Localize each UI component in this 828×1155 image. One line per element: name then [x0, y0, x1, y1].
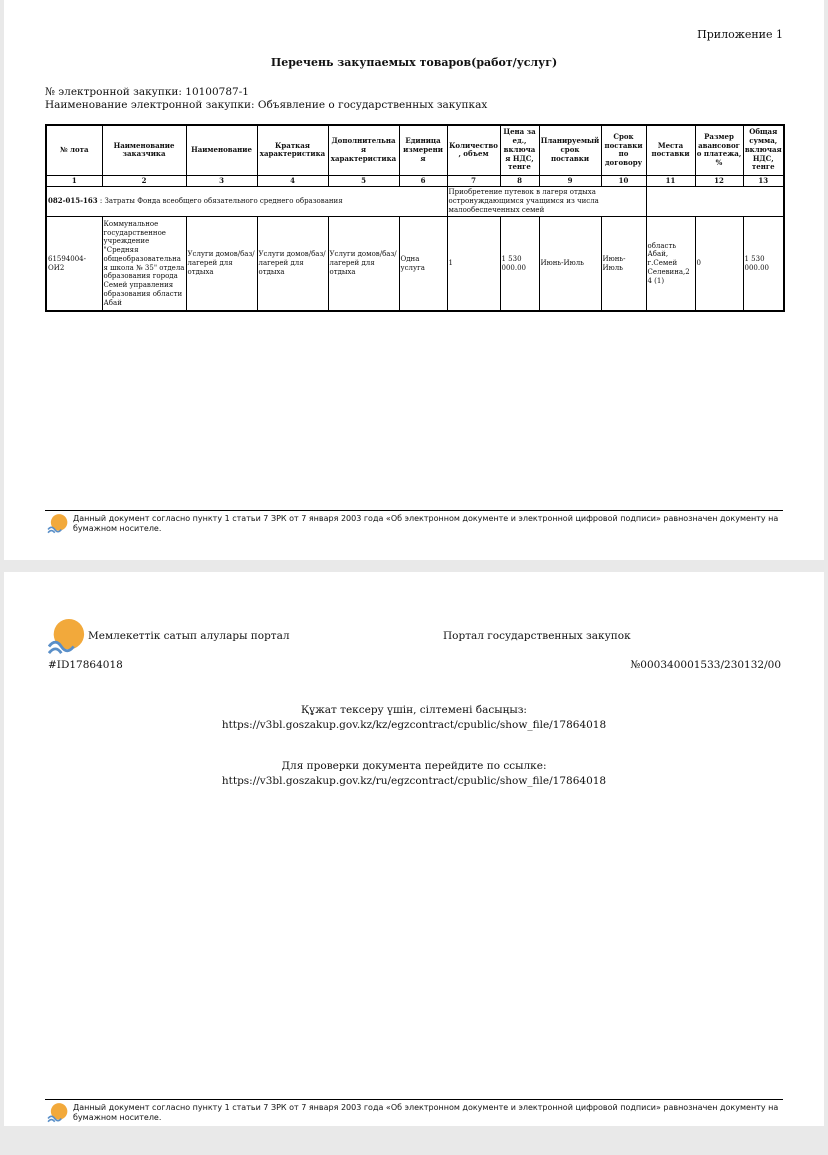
header-cell: Места поставки [646, 125, 695, 175]
header-cell: Единица измерения [399, 125, 447, 175]
check-link-ru[interactable]: https://v3bl.goszakup.gov.kz/ru/egzcontract/cpublic/show_file/17864018 [221, 775, 607, 788]
budget-group-cell [46, 187, 447, 217]
planned-delivery: Июнь-Июль [539, 217, 601, 311]
budget-code: 082-015-163 [48, 196, 98, 206]
page-title: Перечень закупаемых товаров(работ/услуг) [270, 56, 558, 69]
document-number: №000340001533/230132/00 [630, 659, 781, 671]
purchase-name: Наименование электронной закупки: Объявление о государственных закупках [45, 99, 488, 111]
column-number: 1 [46, 175, 102, 187]
document-page-1 [4, 0, 824, 560]
appendix-label: Приложение 1 [697, 28, 783, 41]
footer-legal-text: Данный документ согласно пункту 1 статьи 7 ЗРК от 7 января 2003 года «Об электронном документе и электронной цифровой подписи» равнозначен документу на бумажном носителе. [73, 1103, 779, 1123]
contract-delivery: Июнь-Июль [601, 217, 646, 311]
table-header-row [46, 125, 784, 175]
header-cell: Цена за ед., включая НДС, тенге [500, 125, 539, 175]
goods-table [45, 124, 785, 312]
document-id: #ID17864018 [48, 659, 123, 671]
footer-legal-text: Данный документ согласно пункту 1 статьи 7 ЗРК от 7 января 2003 года «Об электронном документе и электронной цифровой подписи» равнозначен документу на бумажном носителе. [73, 514, 779, 534]
header-cell: Срок поставки по договору [601, 125, 646, 175]
check-label-kz: Құжат тексеру үшін, сілтемені басыңыз: [301, 704, 527, 716]
extra-characteristic: Услуги домов/баз/лагерей для отдыха [328, 217, 399, 311]
column-number: 10 [601, 175, 646, 187]
column-number: 12 [695, 175, 743, 187]
total-sum: 1 530 000.00 [743, 217, 784, 311]
goszakup-logo-icon [47, 513, 69, 535]
table-row [46, 217, 784, 311]
header-cell: Наименование [186, 125, 257, 175]
column-number: 3 [186, 175, 257, 187]
page-footer [45, 1099, 783, 1127]
lot-number: 61594004-ОИ2 [46, 217, 102, 311]
check-link-kz[interactable]: https://v3bl.goszakup.gov.kz/kz/egzcontract/cpublic/show_file/17864018 [221, 719, 607, 732]
check-label-ru: Для проверки документа перейдите по ссылке: [281, 760, 547, 772]
column-number: 8 [500, 175, 539, 187]
budget-text: : Затраты Фонда всеобщего обязательного среднего образования [97, 197, 343, 206]
header-cell: Планируемый срок поставки [539, 125, 601, 175]
column-number: 11 [646, 175, 695, 187]
customer-name: Коммунальное государственное учреждение "Средняя общеобразовательная школа № 35" отдела образования города Семей управления образования области Абай [102, 217, 186, 311]
document-page-2 [4, 572, 824, 1126]
column-number: 4 [257, 175, 328, 187]
column-number: 13 [743, 175, 784, 187]
column-number: 9 [539, 175, 601, 187]
portal-name-ru: Портал государственных закупок [443, 630, 631, 642]
short-characteristic: Услуги домов/баз/лагерей для отдыха [257, 217, 328, 311]
header-cell: Дополнительная характеристика [328, 125, 399, 175]
header-cell: № лота [46, 125, 102, 175]
goszakup-logo-icon [48, 618, 86, 656]
header-cell: Краткая характеристика [257, 125, 328, 175]
header-cell: Наименование заказчика [102, 125, 186, 175]
column-number: 6 [399, 175, 447, 187]
column-number-row [46, 175, 784, 187]
budget-group-row [46, 187, 784, 217]
header-cell: Количество, объем [447, 125, 500, 175]
quantity: 1 [447, 217, 500, 311]
header-cell: Общая сумма, включая НДС, тенге [743, 125, 784, 175]
purchase-number: № электронной закупки: 10100787-1 [45, 86, 249, 98]
advance-payment: 0 [695, 217, 743, 311]
column-number: 2 [102, 175, 186, 187]
column-number: 5 [328, 175, 399, 187]
check-block-kz [4, 703, 824, 733]
page-footer [45, 510, 783, 541]
budget-description: Приобретение путевок в лагеря отдыха остронуждающимся учащимся из числа малообеспеченных семей [447, 187, 646, 217]
portal-name-kz: Мемлекеттік сатып алулары портал [88, 630, 290, 642]
check-block-ru [4, 759, 824, 789]
empty-cell [646, 187, 784, 217]
delivery-place: область Абай, г.Семей Селевина,24 (1) [646, 217, 695, 311]
column-number: 7 [447, 175, 500, 187]
header-cell: Размер авансового платежа, % [695, 125, 743, 175]
unit-price: 1 530 000.00 [500, 217, 539, 311]
unit: Одна услуга [399, 217, 447, 311]
goszakup-logo-icon [47, 1102, 69, 1124]
item-name: Услуги домов/баз/лагерей для отдыха [186, 217, 257, 311]
